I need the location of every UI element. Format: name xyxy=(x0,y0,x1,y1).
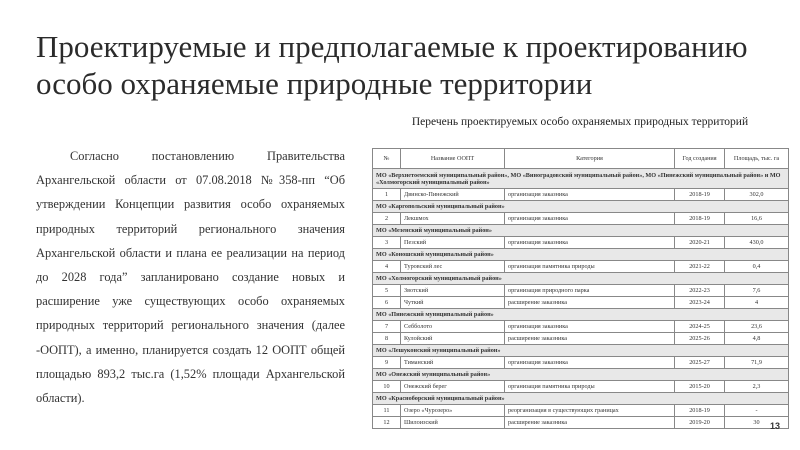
table-caption: Перечень проектируемых особо охраняемых природных территорий xyxy=(411,116,749,128)
cell-number: 6 xyxy=(373,297,401,309)
table-group-row xyxy=(373,345,789,357)
cell-area: 4 xyxy=(725,297,789,309)
table-group-row xyxy=(373,309,789,321)
cell-year: 2018-19 xyxy=(675,189,725,201)
cell-name: Себболото xyxy=(401,321,505,333)
cell-category: организация памятника природы xyxy=(505,381,675,393)
cell-category: организация заказника xyxy=(505,213,675,225)
cell-name: Шилоизский xyxy=(401,417,505,429)
cell-year: 2024-25 xyxy=(675,321,725,333)
cell-number: 4 xyxy=(373,261,401,273)
cell-year: 2018-19 xyxy=(675,405,725,417)
slide-title: Проектируемые и предполагаемые к проектированию особо охраняемые природные территории xyxy=(36,29,748,101)
cell-number: 1 xyxy=(373,189,401,201)
table-row xyxy=(373,333,789,345)
table-row xyxy=(373,285,789,297)
cell-area: 2,3 xyxy=(725,381,789,393)
group-name: МО «Мезенский муниципальный район» xyxy=(373,225,789,237)
page-number: 13 xyxy=(770,421,781,431)
table-group-row xyxy=(373,201,789,213)
cell-number: 10 xyxy=(373,381,401,393)
header-year: Год создания xyxy=(675,149,725,169)
cell-name: Кулойский xyxy=(401,333,505,345)
cell-category: расширение заказника xyxy=(505,417,675,429)
group-name: МО «Каргопольский муниципальный район» xyxy=(373,201,789,213)
cell-area: - xyxy=(725,405,789,417)
table-group-row xyxy=(373,273,789,285)
cell-area: 302,0 xyxy=(725,189,789,201)
protected-areas-table xyxy=(372,148,789,429)
table-row xyxy=(373,381,789,393)
cell-number: 2 xyxy=(373,213,401,225)
cell-name: Озеро «Чурозеро» xyxy=(401,405,505,417)
header-number: № xyxy=(373,149,401,169)
group-name: МО «Коношский муниципальный район» xyxy=(373,249,789,261)
table-row xyxy=(373,321,789,333)
table-row xyxy=(373,189,789,201)
cell-year: 2019-20 xyxy=(675,417,725,429)
cell-category: расширение заказника xyxy=(505,333,675,345)
table-group-row xyxy=(373,169,789,189)
header-category: Категория xyxy=(505,149,675,169)
cell-year: 2023-24 xyxy=(675,297,725,309)
group-name: МО «Онежский муниципальный район» xyxy=(373,369,789,381)
table-row xyxy=(373,237,789,249)
cell-category: организация заказника xyxy=(505,237,675,249)
group-name: МО «Лешуконский муниципальный район» xyxy=(373,345,789,357)
table-group-row xyxy=(373,393,789,405)
body-paragraph: Согласно постановлению Правительства Архангельской области от 07.08.2018 №358-пп “Об утверждении Концепции развития особо охраняемых природных территорий регионального значения Архангельской области и плана ее реализации на период до 2028 года” запланировано создание новых и расширение уже существующих особо охраняемых природных территорий регионального значения (далее -ООПТ), а именно, планируется создать 12 ООПТ общей площадью 893,2 тыс.га (1,52% площади Архангельской области). xyxy=(36,149,345,406)
cell-name: Онежский берег xyxy=(401,381,505,393)
cell-category: организация заказника xyxy=(505,189,675,201)
cell-number: 5 xyxy=(373,285,401,297)
table-group-row xyxy=(373,369,789,381)
cell-number: 11 xyxy=(373,405,401,417)
group-name: МО «Холмогорский муниципальный район» xyxy=(373,273,789,285)
cell-area: 30 xyxy=(725,417,789,429)
cell-name: Двинско-Пинежский xyxy=(401,189,505,201)
cell-category: организация природного парка xyxy=(505,285,675,297)
cell-category: реорганизация в существующих границах xyxy=(505,405,675,417)
cell-name: Чуткий xyxy=(401,297,505,309)
cell-category: расширение заказника xyxy=(505,297,675,309)
group-name: МО «Верхнетоемский муниципальный район», МО «Виноградовский муниципальный район», МО «Пинежский муниципальный район» и МО «Холмогорский муниципальный район» xyxy=(373,169,789,189)
cell-area: 23,6 xyxy=(725,321,789,333)
table-row xyxy=(373,261,789,273)
cell-year: 2018-19 xyxy=(675,213,725,225)
cell-category: организация заказника xyxy=(505,321,675,333)
table-group-row xyxy=(373,225,789,237)
cell-number: 8 xyxy=(373,333,401,345)
table-row xyxy=(373,213,789,225)
header-name: Название ООПТ xyxy=(401,149,505,169)
cell-number: 12 xyxy=(373,417,401,429)
cell-year: 2025-27 xyxy=(675,357,725,369)
table-group-row xyxy=(373,249,789,261)
cell-name: Туровский лес xyxy=(401,261,505,273)
cell-number: 3 xyxy=(373,237,401,249)
cell-year: 2020-21 xyxy=(675,237,725,249)
cell-area: 16,6 xyxy=(725,213,789,225)
table-row xyxy=(373,357,789,369)
cell-area: 430,0 xyxy=(725,237,789,249)
group-name: МО «Красноборский муниципальный район» xyxy=(373,393,789,405)
cell-name: Звотский xyxy=(401,285,505,297)
cell-year: 2022-23 xyxy=(675,285,725,297)
table-row xyxy=(373,405,789,417)
cell-year: 2021-22 xyxy=(675,261,725,273)
table-row xyxy=(373,417,789,429)
cell-year: 2015-20 xyxy=(675,381,725,393)
header-area: Площадь, тыс. га xyxy=(725,149,789,169)
cell-area: 71,9 xyxy=(725,357,789,369)
cell-name: Тиманский xyxy=(401,357,505,369)
cell-number: 9 xyxy=(373,357,401,369)
cell-name: Лекшмох xyxy=(401,213,505,225)
cell-category: организация памятника природы xyxy=(505,261,675,273)
cell-area: 0,4 xyxy=(725,261,789,273)
cell-number: 7 xyxy=(373,321,401,333)
group-name: МО «Пинежский муниципальный район» xyxy=(373,309,789,321)
table-row xyxy=(373,297,789,309)
cell-area: 7,6 xyxy=(725,285,789,297)
cell-category: организация заказника xyxy=(505,357,675,369)
cell-area: 4,8 xyxy=(725,333,789,345)
cell-name: Пезский xyxy=(401,237,505,249)
table-header-row xyxy=(373,149,789,169)
cell-year: 2025-26 xyxy=(675,333,725,345)
